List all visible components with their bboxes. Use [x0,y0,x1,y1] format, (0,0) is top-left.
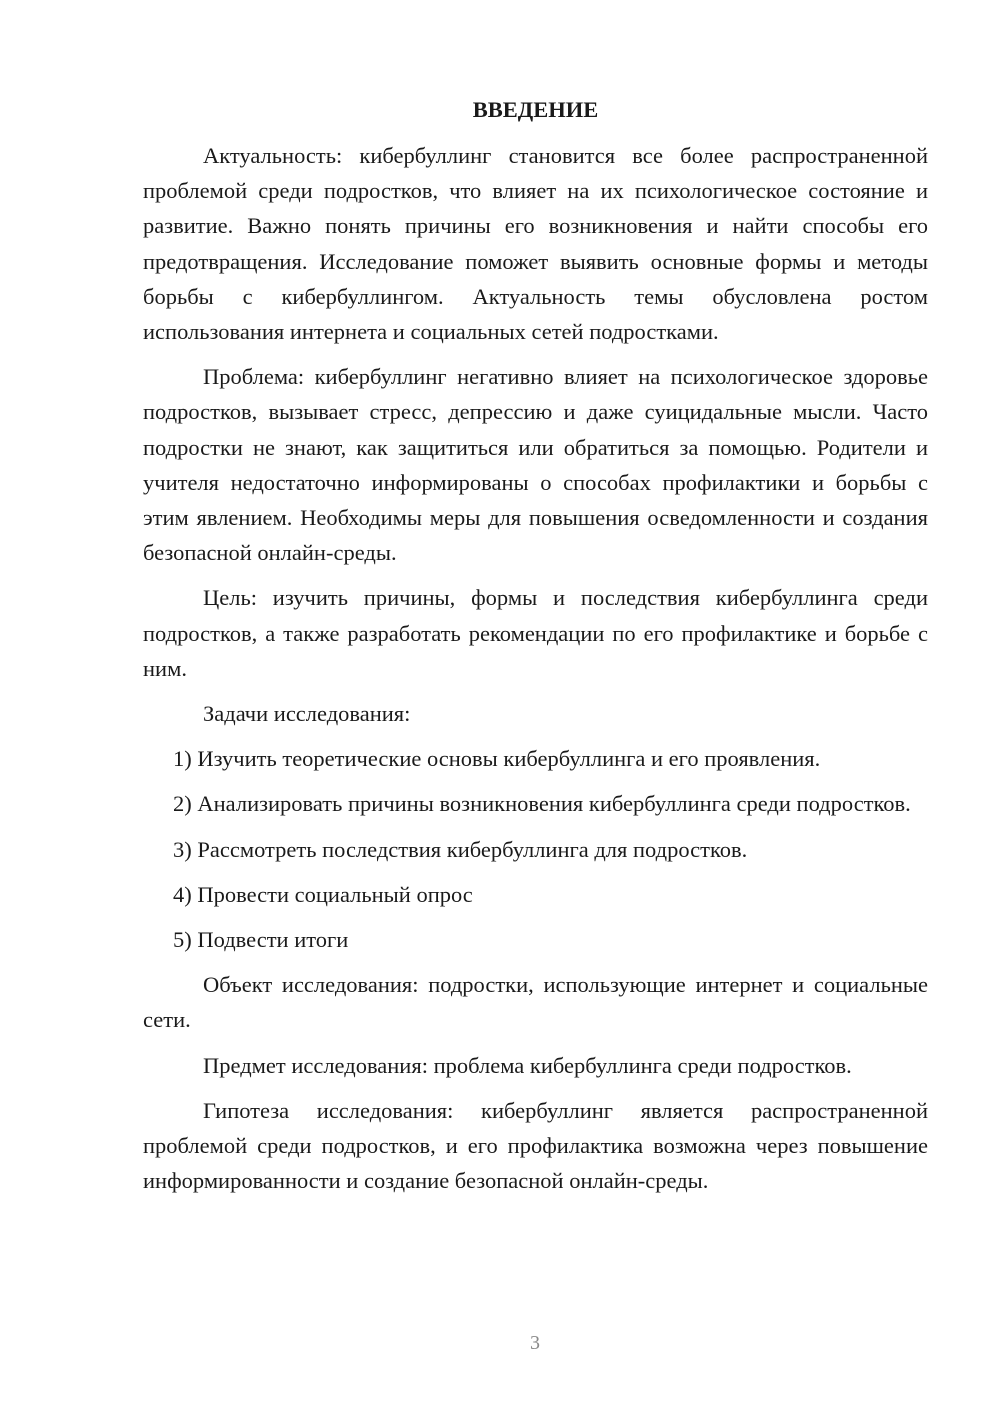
paragraph-object: Объект исследования: подростки, использующие интернет и социальные сети. [143,972,928,1033]
page-number: 3 [530,1332,540,1354]
paragraph-relevance: Актуальность: кибербуллинг становится все более распространенной проблемой среди подростков, что влияет на их психологическое состояние и развитие. Важно понять причины его возникновения и найти способы его предотвращения. Исследование поможет выявить основные формы и методы борьбы с кибербуллингом. Актуальность темы обусловлена ростом использования интернета и социальных сетей подростками. [143,143,928,345]
document-page [143,95,928,1208]
tasks-title: Задачи исследования: [203,701,411,727]
tasks-list [143,741,928,957]
page-title: ВВЕДЕНИЕ [472,97,599,122]
paragraph-goal: Цель: изучить причины, формы и последствия кибербуллинга среди подростков, а также разработать рекомендации по его профилактике и борьбе с ним. [143,585,928,681]
list-item: 4) Провести социальный опрос [173,881,473,907]
paragraph-subject: Предмет исследования: проблема кибербуллинга среди подростков. [203,1052,852,1078]
paragraph-problem: Проблема: кибербуллинг негативно влияет на психологическое здоровье подростков, вызывает стресс, депрессию и даже суицидальные мысли. Часто подростки не знают, как защититься или обратиться за помощью. Родители и учителя недостаточно информированы о способах профилактики и борьбы с этим явлением. Необходимы меры для повышения осведомленности и создания безопасной онлайн-среды. [143,364,928,566]
list-item: 2) Анализировать причины возникновения кибербуллинга среди подростков. [173,791,911,817]
paragraph-hypothesis: Гипотеза исследования: кибербуллинг является распространенной проблемой среди подростков, и его профилактика возможна через повышение информированности и создание безопасной онлайн-среды. [143,1097,928,1194]
list-item: 5) Подвести итоги [173,927,349,953]
list-item: 3) Рассмотреть последствия кибербуллинга для подростков. [173,836,748,862]
list-item: 1) Изучить теоретические основы кибербуллинга и его проявления. [173,746,821,772]
